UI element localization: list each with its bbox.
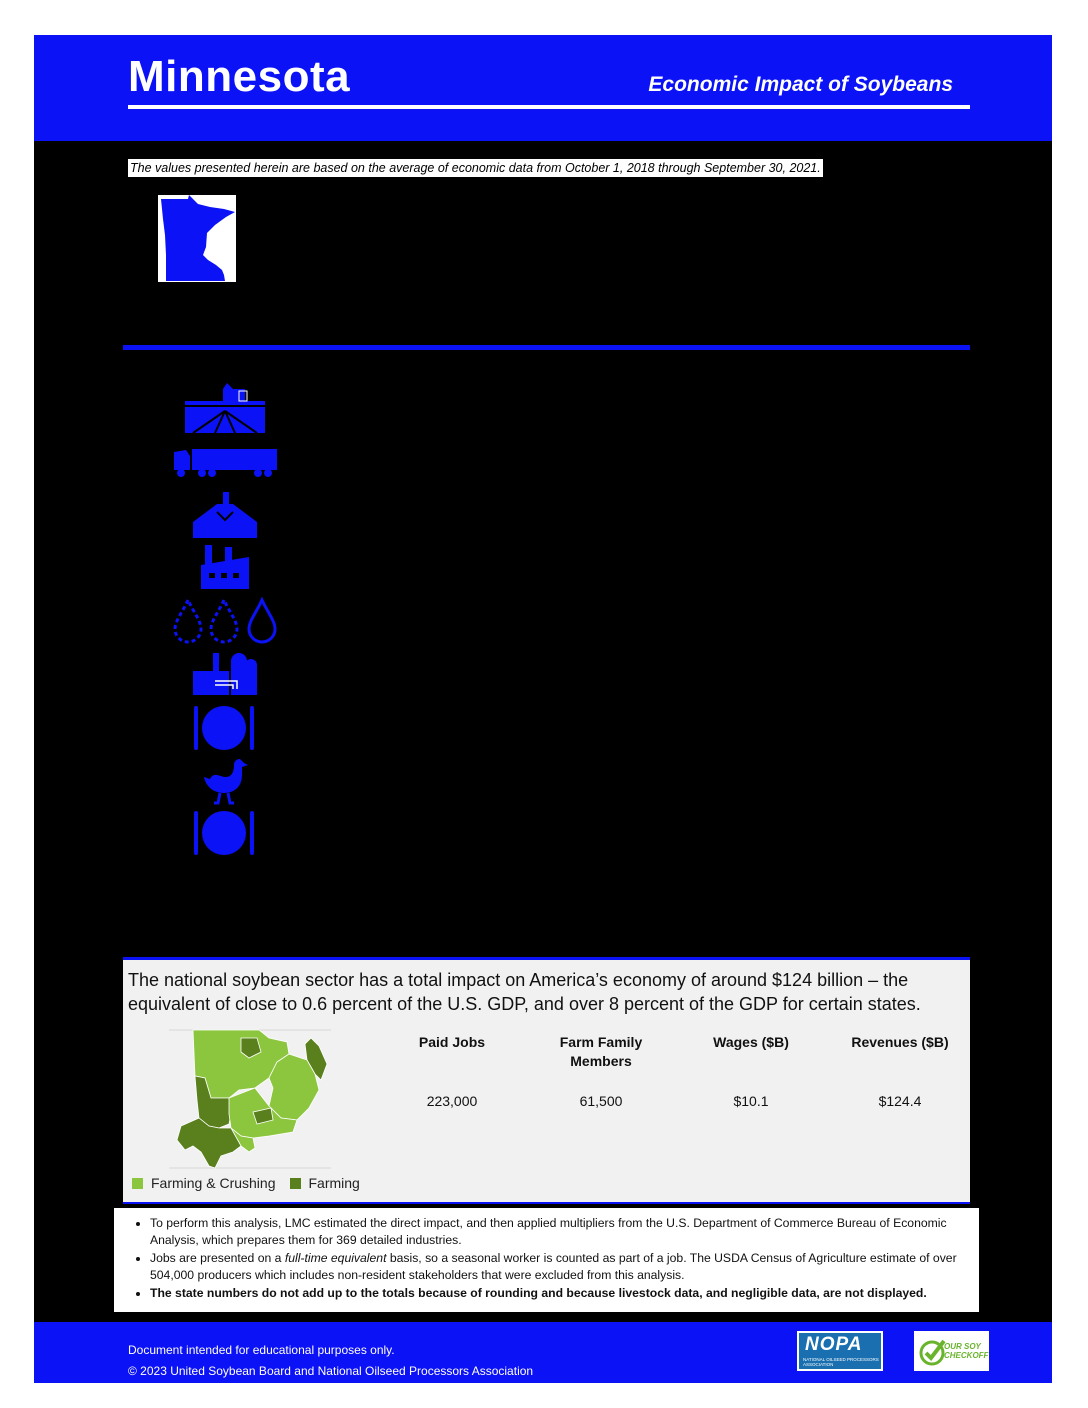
truck-icon [172, 446, 278, 478]
note-item: • The state numbers do not add up to the totals because of rounding and because livestock data, and negligible data, are not displayed. [150, 1285, 961, 1302]
stat-label: Farm Family Members [559, 1034, 643, 1069]
stat-label: Wages ($B) [713, 1034, 789, 1050]
legend-label-farming-crushing: Farming & Crushing [151, 1175, 276, 1191]
legend-swatch-farming-crushing [132, 1178, 143, 1189]
plate-icon [192, 807, 256, 857]
nopa-logo-mark [799, 1333, 881, 1369]
stat-farm-family-members [531, 1033, 671, 1109]
stat-value: 61,500 [579, 1093, 623, 1109]
methodology-notes [114, 1208, 979, 1312]
state-title: Minnesota [128, 52, 351, 101]
nopa-logo [797, 1331, 883, 1371]
report-subtitle: Economic Impact of Soybeans [648, 73, 953, 96]
header-divider [128, 105, 970, 109]
nopa-logo-text: NOPA [805, 1334, 863, 1355]
stat-value: $124.4 [878, 1093, 922, 1109]
stat-label: Revenues ($B) [851, 1034, 949, 1050]
note-item [150, 1250, 961, 1284]
note-text: Jobs are presented on a [150, 1251, 285, 1265]
stat-value: 223,000 [426, 1093, 478, 1109]
grain-elevator-icon [193, 490, 257, 540]
footer-copyright: © 2023 United Soybean Board and National Oilseed Processors Association [128, 1364, 534, 1378]
note-item: • To perform this analysis, LMC estimated the direct impact, and then applied multipliers from the U.S. Department of Commerce Bureau of Economic Analysis, which prepares them for 369 detailed industries. [150, 1215, 961, 1249]
national-impact-panel [123, 957, 970, 1204]
legend-swatch-farming [290, 1178, 301, 1189]
soy-checkoff-logo [914, 1331, 989, 1371]
farm-icon [185, 383, 265, 435]
date-range-note: The values presented herein are based on the average of economic data from October 1, 2018 through September 30, 2021. [130, 161, 821, 175]
minnesota-map-icon [158, 195, 236, 282]
section-divider [123, 345, 970, 350]
footer-disclaimer: Document intended for educational purposes only. [128, 1343, 395, 1357]
note-emphasis: full-time equivalent [284, 1251, 387, 1265]
nopa-logo-subtext: NATIONAL OILSEED PROCESSORS ASSOCIATION [803, 1357, 879, 1367]
soy-checkoff-logo-text: OUR SOY CHECKOFF [944, 1342, 989, 1360]
stat-wages [681, 1033, 821, 1109]
oil-drops-icon [172, 597, 278, 645]
plate-icon [192, 702, 256, 752]
note-text: basis, so a seasonal worker is counted as part of a job. The USDA Census of Agriculture estimate of over 504,000 producers which includes non-resident stakeholders that were excluded from this analysis. [150, 1251, 957, 1282]
factory-icon [201, 543, 249, 591]
us-soybean-states-map [169, 1028, 335, 1170]
chicken-icon [202, 757, 248, 805]
stat-value: $10.1 [733, 1093, 769, 1109]
national-impact-summary: The national soybean sector has a total impact on America’s economy of around $124 billion – the equivalent of close to 0.6 percent of the U.S. GDP, and over 8 percent of the GDP for certain states. [128, 970, 921, 1014]
map-legend [132, 1175, 360, 1191]
stat-paid-jobs [382, 1033, 522, 1109]
refinery-icon [193, 651, 259, 697]
legend-label-farming: Farming [308, 1175, 360, 1191]
stat-revenues [830, 1033, 970, 1109]
stat-label: Paid Jobs [418, 1034, 486, 1050]
